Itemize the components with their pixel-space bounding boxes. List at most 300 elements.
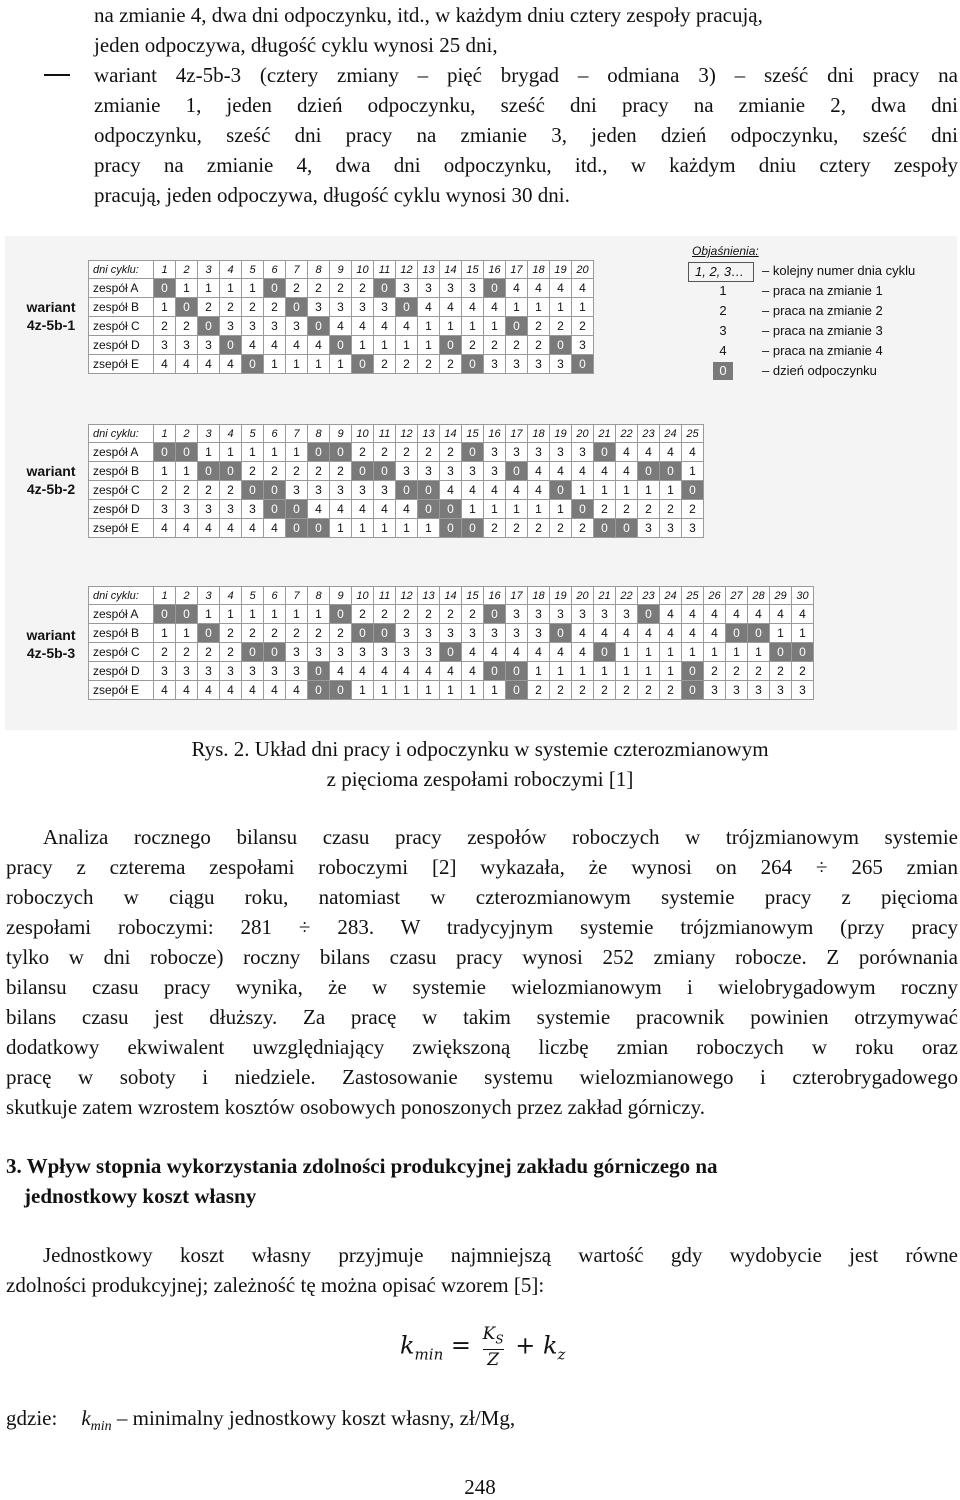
shift-cell: 4 bbox=[242, 519, 264, 538]
header-label: dni cyklu: bbox=[89, 425, 154, 443]
shift-cell: 1 bbox=[352, 336, 374, 355]
shift-cell: 3 bbox=[528, 355, 550, 374]
rest-day-cell: 0 bbox=[440, 500, 462, 519]
shift-cell: 3 bbox=[242, 500, 264, 519]
shift-cell: 1 bbox=[484, 317, 506, 336]
shift-cell: 3 bbox=[528, 624, 550, 643]
day-number: 7 bbox=[286, 587, 308, 605]
shift-cell: 2 bbox=[352, 443, 374, 462]
shift-cell: 4 bbox=[396, 500, 418, 519]
day-number: 3 bbox=[198, 261, 220, 279]
rest-day-cell: 0 bbox=[308, 662, 330, 681]
shift-cell: 4 bbox=[682, 443, 704, 462]
text-line: wariant 4z-5b-3 (cztery zmiany – pięć brygad – odmiana 3) – sześć dni pracy na bbox=[94, 63, 958, 87]
shift-cell: 3 bbox=[616, 605, 638, 624]
shift-cell: 2 bbox=[154, 481, 176, 500]
shift-cell: 3 bbox=[418, 279, 440, 298]
shift-cell: 2 bbox=[242, 298, 264, 317]
shift-cell: 1 bbox=[528, 662, 550, 681]
rest-day-cell: 0 bbox=[220, 462, 242, 481]
shift-cell: 3 bbox=[550, 443, 572, 462]
shift-cell: 2 bbox=[484, 336, 506, 355]
legend-row bbox=[688, 302, 954, 322]
day-number: 17 bbox=[506, 587, 528, 605]
team-label: zespół A bbox=[89, 443, 154, 462]
shift-cell: 3 bbox=[286, 662, 308, 681]
shift-cell: 3 bbox=[374, 481, 396, 500]
shift-cell: 2 bbox=[396, 605, 418, 624]
shift-cell: 4 bbox=[616, 443, 638, 462]
shift-cell: 3 bbox=[154, 662, 176, 681]
day-number: 8 bbox=[308, 587, 330, 605]
shift-cell: 3 bbox=[286, 481, 308, 500]
shift-cell: 4 bbox=[550, 462, 572, 481]
rest-day-cell: 0 bbox=[176, 605, 198, 624]
day-number: 15 bbox=[462, 425, 484, 443]
shift-cell: 3 bbox=[550, 605, 572, 624]
shift-cell: 1 bbox=[242, 605, 264, 624]
text-line: Analiza rocznego bilansu czasu pracy zespołów roboczych w trójzmianowym systemie bbox=[43, 825, 958, 849]
rest-day-cell: 0 bbox=[154, 279, 176, 298]
day-number: 14 bbox=[440, 587, 462, 605]
shift-cell: 2 bbox=[264, 298, 286, 317]
rest-day-cell: 0 bbox=[330, 336, 352, 355]
shift-cell: 2 bbox=[220, 624, 242, 643]
text-line: jeden odpoczywa, długość cyklu wynosi 25 dni, bbox=[94, 33, 498, 57]
rest-day-cell: 0 bbox=[396, 298, 418, 317]
shift-cell: 3 bbox=[308, 643, 330, 662]
shift-cell: 4 bbox=[154, 355, 176, 374]
legend-row bbox=[688, 322, 954, 342]
shift-cell: 4 bbox=[616, 624, 638, 643]
shift-cell: 2 bbox=[418, 355, 440, 374]
day-number: 18 bbox=[528, 587, 550, 605]
rest-day-cell: 0 bbox=[308, 317, 330, 336]
shift-cell: 2 bbox=[396, 443, 418, 462]
shift-cell: 4 bbox=[220, 355, 242, 374]
shift-cell: 4 bbox=[528, 643, 550, 662]
shift-cell: 4 bbox=[286, 336, 308, 355]
shift-cell: 2 bbox=[616, 500, 638, 519]
day-number: 3 bbox=[198, 425, 220, 443]
shift-cell: 2 bbox=[594, 681, 616, 700]
shift-cell: 4 bbox=[220, 519, 242, 538]
shift-cell: 3 bbox=[330, 481, 352, 500]
shift-cell: 1 bbox=[198, 279, 220, 298]
shift-cell: 2 bbox=[264, 624, 286, 643]
shift-cell: 1 bbox=[682, 643, 704, 662]
rest-day-cell: 0 bbox=[572, 500, 594, 519]
rest-day-cell: 0 bbox=[374, 624, 396, 643]
day-number: 6 bbox=[264, 587, 286, 605]
day-number: 22 bbox=[616, 425, 638, 443]
section-heading: 3. Wpływ stopnia wykorzystania zdolności produkcyjnej zakładu górniczego na bbox=[6, 1154, 718, 1178]
shift-cell: 2 bbox=[154, 317, 176, 336]
shift-cell: 3 bbox=[506, 605, 528, 624]
shift-cell: 4 bbox=[462, 298, 484, 317]
text-line: zmianie 1, jeden dzień odpoczynku, sześć dni pracy na zmianie 2, dwa dni bbox=[94, 93, 958, 117]
shift-cell: 1 bbox=[286, 605, 308, 624]
shift-cell: 3 bbox=[396, 624, 418, 643]
shift-cell: 4 bbox=[550, 279, 572, 298]
day-number: 14 bbox=[440, 425, 462, 443]
shift-cell: 3 bbox=[198, 500, 220, 519]
text-line: zdolności produkcyjnej; zależność tę można opisać wzorem [5]: bbox=[6, 1273, 545, 1297]
day-number: 25 bbox=[682, 425, 704, 443]
shift-cell: 2 bbox=[374, 443, 396, 462]
team-label: zespół A bbox=[89, 279, 154, 298]
day-number: 17 bbox=[506, 425, 528, 443]
shift-cell: 1 bbox=[660, 481, 682, 500]
schedule-table-3 bbox=[88, 586, 814, 700]
day-number: 2 bbox=[176, 425, 198, 443]
shift-cell: 3 bbox=[462, 624, 484, 643]
shift-cell: 1 bbox=[616, 643, 638, 662]
team-label: zespół D bbox=[89, 662, 154, 681]
day-number: 2 bbox=[176, 587, 198, 605]
variant-label: wariant 4z-5b-1 bbox=[26, 299, 76, 333]
shift-cell: 2 bbox=[792, 662, 814, 681]
team-label: zespół B bbox=[89, 298, 154, 317]
shift-cell: 4 bbox=[330, 317, 352, 336]
shift-cell: 4 bbox=[198, 681, 220, 700]
day-number: 7 bbox=[286, 261, 308, 279]
shift-cell: 3 bbox=[418, 643, 440, 662]
shift-cell: 4 bbox=[176, 519, 198, 538]
shift-cell: 3 bbox=[308, 298, 330, 317]
shift-cell: 2 bbox=[638, 681, 660, 700]
shift-cell: 1 bbox=[660, 643, 682, 662]
shift-cell: 3 bbox=[440, 279, 462, 298]
shift-cell: 1 bbox=[308, 605, 330, 624]
shift-cell: 1 bbox=[176, 462, 198, 481]
rest-day-cell: 0 bbox=[330, 681, 352, 700]
shift-cell: 4 bbox=[374, 317, 396, 336]
shift-cell: 3 bbox=[506, 624, 528, 643]
rest-day-cell: 0 bbox=[726, 624, 748, 643]
shift-cell: 2 bbox=[550, 317, 572, 336]
shift-cell: 1 bbox=[616, 481, 638, 500]
shift-cell: 2 bbox=[726, 662, 748, 681]
shift-cell: 3 bbox=[264, 317, 286, 336]
shift-cell: 2 bbox=[528, 519, 550, 538]
rest-day-cell: 0 bbox=[770, 643, 792, 662]
shift-cell: 4 bbox=[638, 624, 660, 643]
shift-cell: 4 bbox=[154, 681, 176, 700]
shift-cell: 2 bbox=[396, 355, 418, 374]
shift-cell: 4 bbox=[572, 624, 594, 643]
shift-cell: 4 bbox=[550, 643, 572, 662]
day-number: 11 bbox=[374, 261, 396, 279]
shift-cell: 1 bbox=[462, 317, 484, 336]
formula: $k_{min}$ = $\frac{K_S}{Z}$ + $k_z$ bbox=[400, 1324, 566, 1371]
legend-desc: – praca na zmianie 3 bbox=[762, 323, 883, 338]
shift-cell: 1 bbox=[638, 662, 660, 681]
rest-day-cell: 0 bbox=[506, 662, 528, 681]
day-number: 24 bbox=[660, 587, 682, 605]
shift-cell: 4 bbox=[154, 519, 176, 538]
day-number: 13 bbox=[418, 587, 440, 605]
rest-day-cell: 0 bbox=[352, 462, 374, 481]
shift-cell: 3 bbox=[176, 336, 198, 355]
shift-cell: 3 bbox=[572, 443, 594, 462]
shift-cell: 1 bbox=[572, 298, 594, 317]
day-number: 21 bbox=[594, 425, 616, 443]
shift-cell: 3 bbox=[396, 462, 418, 481]
shift-cell: 1 bbox=[418, 336, 440, 355]
shift-cell: 4 bbox=[308, 336, 330, 355]
shift-cell: 4 bbox=[198, 355, 220, 374]
shift-cell: 4 bbox=[264, 336, 286, 355]
shift-cell: 3 bbox=[154, 500, 176, 519]
shift-cell: 1 bbox=[462, 681, 484, 700]
team-label: zespół A bbox=[89, 605, 154, 624]
shift-cell: 1 bbox=[506, 298, 528, 317]
shift-cell: 1 bbox=[418, 519, 440, 538]
rest-day-cell: 0 bbox=[682, 662, 704, 681]
shift-cell: 2 bbox=[440, 355, 462, 374]
shift-cell: 1 bbox=[484, 500, 506, 519]
shift-cell: 2 bbox=[198, 298, 220, 317]
rest-day-cell: 0 bbox=[264, 481, 286, 500]
rest-day-cell: 0 bbox=[748, 624, 770, 643]
shift-cell: 4 bbox=[286, 681, 308, 700]
formula-fraction: $\frac{K_S}{Z}$ bbox=[482, 1324, 504, 1371]
legend-desc: – kolejny numer dnia cyklu bbox=[762, 263, 916, 278]
shift-cell: 3 bbox=[660, 519, 682, 538]
day-number: 20 bbox=[572, 425, 594, 443]
text-line: roboczych w ciągu roku, natomiast w czterozmianowym systemie pracy z pięcioma bbox=[6, 885, 958, 909]
text-line: pracują, jeden odpoczywa, długość cyklu wynosi 30 dni. bbox=[94, 183, 570, 207]
shift-cell: 4 bbox=[660, 443, 682, 462]
shift-cell: 4 bbox=[264, 681, 286, 700]
shift-cell: 3 bbox=[330, 643, 352, 662]
shift-cell: 3 bbox=[220, 662, 242, 681]
shift-cell: 1 bbox=[198, 443, 220, 462]
shift-cell: 2 bbox=[154, 643, 176, 662]
shift-cell: 2 bbox=[638, 500, 660, 519]
day-number: 16 bbox=[484, 425, 506, 443]
day-number: 5 bbox=[242, 587, 264, 605]
shift-cell: 4 bbox=[660, 605, 682, 624]
day-number: 12 bbox=[396, 261, 418, 279]
shift-cell: 4 bbox=[396, 662, 418, 681]
shift-cell: 1 bbox=[396, 519, 418, 538]
rest-day-cell: 0 bbox=[638, 605, 660, 624]
shift-cell: 1 bbox=[660, 662, 682, 681]
figure-caption: Rys. 2. Układ dni pracy i odpoczynku w systemie czterozmianowym bbox=[191, 737, 769, 761]
shift-cell: 3 bbox=[748, 681, 770, 700]
shift-cell: 3 bbox=[198, 336, 220, 355]
day-number: 9 bbox=[330, 587, 352, 605]
shift-cell: 2 bbox=[352, 605, 374, 624]
shift-cell: 1 bbox=[308, 355, 330, 374]
paragraph bbox=[6, 822, 958, 1122]
rest-day-cell: 0 bbox=[154, 605, 176, 624]
legend-desc: – dzień odpoczynku bbox=[762, 363, 877, 378]
shift-cell: 2 bbox=[572, 519, 594, 538]
shift-cell: 2 bbox=[594, 500, 616, 519]
day-number: 1 bbox=[154, 587, 176, 605]
shift-cell: 2 bbox=[330, 279, 352, 298]
shift-cell: 2 bbox=[242, 624, 264, 643]
shift-cell: 1 bbox=[352, 519, 374, 538]
shift-cell: 2 bbox=[308, 624, 330, 643]
day-number: 12 bbox=[396, 587, 418, 605]
shift-cell: 2 bbox=[374, 355, 396, 374]
shift-cell: 1 bbox=[330, 355, 352, 374]
text-line: zespołami roboczymi: 281 ÷ 283. W tradycyjnym systemie trójzmianowym (przy pracy bbox=[6, 915, 958, 939]
shift-cell: 4 bbox=[594, 462, 616, 481]
shift-cell: 1 bbox=[264, 355, 286, 374]
rest-day-cell: 0 bbox=[176, 298, 198, 317]
shift-cell: 1 bbox=[220, 443, 242, 462]
team-label: zespół C bbox=[89, 317, 154, 336]
shift-cell: 4 bbox=[440, 662, 462, 681]
rest-day-cell: 0 bbox=[198, 624, 220, 643]
shift-cell: 2 bbox=[770, 662, 792, 681]
shift-cell: 2 bbox=[418, 605, 440, 624]
shift-cell: 4 bbox=[792, 605, 814, 624]
shift-cell: 1 bbox=[374, 681, 396, 700]
text-line: pracę w soboty i niedziele. Zastosowanie systemu wielozmianowego i czterobrygadowego bbox=[6, 1065, 958, 1089]
shift-cell: 3 bbox=[440, 462, 462, 481]
shift-cell: 4 bbox=[418, 298, 440, 317]
shift-cell: 1 bbox=[440, 317, 462, 336]
shift-cell: 3 bbox=[176, 662, 198, 681]
shift-cell: 4 bbox=[594, 624, 616, 643]
rest-day-cell: 0 bbox=[506, 462, 528, 481]
shift-cell: 2 bbox=[374, 605, 396, 624]
shift-cell: 3 bbox=[220, 500, 242, 519]
rest-day-cell: 0 bbox=[242, 643, 264, 662]
shift-cell: 3 bbox=[506, 443, 528, 462]
variant-label: wariant 4z-5b-3 bbox=[26, 627, 76, 661]
day-number: 11 bbox=[374, 587, 396, 605]
text-line: Jednostkowy koszt własny przyjmuje najmniejszą wartość gdy wydobycie jest równe bbox=[43, 1243, 958, 1267]
shift-cell: 1 bbox=[374, 519, 396, 538]
team-label: zespół B bbox=[89, 462, 154, 481]
rest-day-cell: 0 bbox=[484, 662, 506, 681]
day-number: 4 bbox=[220, 587, 242, 605]
rest-day-cell: 0 bbox=[792, 643, 814, 662]
rest-day-cell: 0 bbox=[352, 355, 374, 374]
shift-cell: 4 bbox=[770, 605, 792, 624]
rest-day-cell: 0 bbox=[660, 462, 682, 481]
shift-cell: 1 bbox=[550, 662, 572, 681]
day-number: 10 bbox=[352, 425, 374, 443]
rest-day-cell: 0 bbox=[418, 481, 440, 500]
shift-cell: 3 bbox=[220, 317, 242, 336]
day-number: 23 bbox=[638, 425, 660, 443]
text-line: skutkuje zatem wzrostem kosztów osobowych ponoszonych przez zakład górniczy. bbox=[6, 1095, 706, 1119]
shift-cell: 4 bbox=[440, 481, 462, 500]
shift-cell: 2 bbox=[176, 643, 198, 662]
shift-cell: 1 bbox=[220, 279, 242, 298]
shift-cell: 3 bbox=[462, 279, 484, 298]
day-number: 12 bbox=[396, 425, 418, 443]
day-number: 18 bbox=[528, 261, 550, 279]
shift-cell: 4 bbox=[330, 500, 352, 519]
shift-cell: 1 bbox=[506, 500, 528, 519]
shift-cell: 4 bbox=[572, 279, 594, 298]
legend-row bbox=[688, 342, 954, 362]
shift-cell: 2 bbox=[660, 681, 682, 700]
day-number: 7 bbox=[286, 425, 308, 443]
shift-cell: 2 bbox=[748, 662, 770, 681]
shift-cell: 2 bbox=[528, 317, 550, 336]
rest-day-cell: 0 bbox=[506, 681, 528, 700]
shift-cell: 4 bbox=[572, 643, 594, 662]
shift-cell: 3 bbox=[726, 681, 748, 700]
shift-cell: 1 bbox=[462, 500, 484, 519]
legend-row bbox=[688, 362, 954, 382]
shift-cell: 3 bbox=[154, 336, 176, 355]
shift-cell: 3 bbox=[528, 605, 550, 624]
shift-cell: 1 bbox=[286, 355, 308, 374]
shift-cell: 4 bbox=[462, 481, 484, 500]
shift-cell: 3 bbox=[242, 317, 264, 336]
shift-cell: 2 bbox=[308, 462, 330, 481]
shift-cell: 3 bbox=[484, 443, 506, 462]
shift-cell: 2 bbox=[616, 681, 638, 700]
day-number: 10 bbox=[352, 261, 374, 279]
shift-cell: 1 bbox=[594, 662, 616, 681]
day-number: 19 bbox=[550, 425, 572, 443]
shift-cell: 1 bbox=[616, 662, 638, 681]
shift-cell: 4 bbox=[352, 500, 374, 519]
shift-cell: 1 bbox=[638, 481, 660, 500]
rest-day-cell: 0 bbox=[682, 681, 704, 700]
shift-cell: 1 bbox=[484, 681, 506, 700]
shift-cell: 4 bbox=[616, 462, 638, 481]
shift-cell: 1 bbox=[572, 662, 594, 681]
shift-cell: 4 bbox=[726, 605, 748, 624]
shift-cell: 2 bbox=[506, 336, 528, 355]
shift-cell: 4 bbox=[264, 519, 286, 538]
day-number: 15 bbox=[462, 261, 484, 279]
rest-day-cell: 0 bbox=[418, 500, 440, 519]
shift-cell: 2 bbox=[682, 500, 704, 519]
legend-key: 3 bbox=[719, 323, 727, 338]
day-number: 6 bbox=[264, 261, 286, 279]
shift-cell: 3 bbox=[572, 336, 594, 355]
day-number: 20 bbox=[572, 587, 594, 605]
shift-cell: 3 bbox=[308, 481, 330, 500]
shift-cell: 2 bbox=[220, 298, 242, 317]
team-label: zespół D bbox=[89, 500, 154, 519]
shift-cell: 3 bbox=[330, 298, 352, 317]
shift-cell: 2 bbox=[550, 681, 572, 700]
legend-key-rest: 0 bbox=[688, 362, 758, 380]
rest-day-cell: 0 bbox=[572, 355, 594, 374]
shift-cell: 2 bbox=[484, 519, 506, 538]
shift-cell: 2 bbox=[462, 336, 484, 355]
shift-cell: 4 bbox=[660, 624, 682, 643]
shift-cell: 2 bbox=[550, 519, 572, 538]
day-number: 18 bbox=[528, 425, 550, 443]
shift-cell: 1 bbox=[264, 605, 286, 624]
shift-cell: 2 bbox=[528, 336, 550, 355]
shift-cell: 3 bbox=[484, 355, 506, 374]
shift-cell: 2 bbox=[330, 462, 352, 481]
shift-cell: 2 bbox=[220, 643, 242, 662]
day-number: 3 bbox=[198, 587, 220, 605]
shift-cell: 1 bbox=[572, 481, 594, 500]
rest-day-cell: 0 bbox=[440, 336, 462, 355]
section-heading: jednostkowy koszt własny bbox=[24, 1184, 257, 1208]
legend-row bbox=[688, 262, 954, 282]
